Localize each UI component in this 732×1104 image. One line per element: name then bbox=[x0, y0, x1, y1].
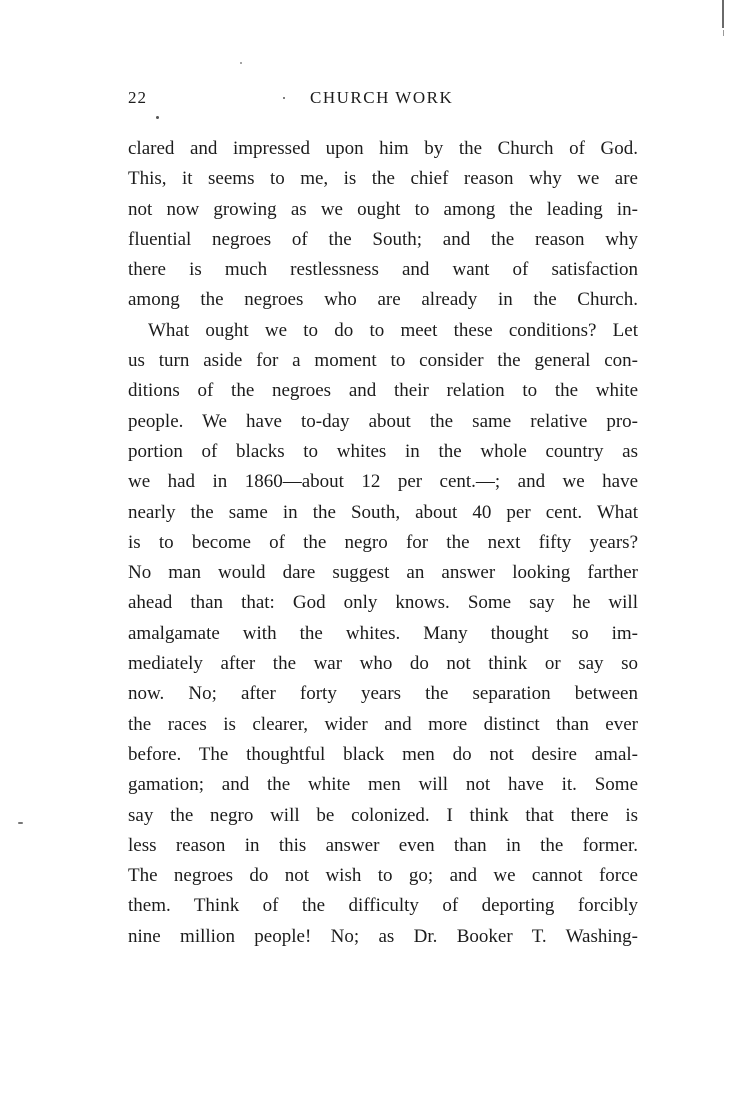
print-speck bbox=[18, 822, 23, 824]
text-line: What ought we to do to meet these conditions? Let bbox=[148, 319, 638, 341]
text-line: say the negro will be colonized. I think that there is bbox=[128, 804, 638, 826]
text-line: people. We have to-day about the same relative pro- bbox=[128, 410, 638, 432]
text-line: nearly the same in the South, about 40 per cent. What bbox=[128, 501, 638, 523]
text-line: clared and impressed upon him by the Church of God. bbox=[128, 138, 638, 159]
text-line: not now growing as we ought to among the leading in- bbox=[128, 198, 638, 220]
page-header bbox=[128, 88, 638, 112]
text-line: among the negroes who are already in the Church. bbox=[128, 289, 638, 311]
text-line: No man would dare suggest an answer looking farther bbox=[128, 562, 638, 584]
body-text bbox=[128, 134, 638, 952]
text-line: portion of blacks to whites in the whole country as bbox=[128, 440, 638, 462]
print-speck bbox=[156, 116, 159, 119]
running-head: CHURCH WORK bbox=[310, 88, 454, 107]
text-line: fluential negroes of the South; and the reason why bbox=[128, 228, 638, 250]
text-line: is to become of the negro for the next fifty years? bbox=[128, 531, 638, 553]
text-line: This, it seems to me, is the chief reason why we are bbox=[128, 168, 638, 190]
text-line: before. The thoughtful black men do not desire amal- bbox=[128, 743, 638, 765]
page-number: 22 bbox=[128, 88, 147, 107]
text-line: ahead than that: God only knows. Some say he will bbox=[128, 592, 638, 614]
text-line: there is much restlessness and want of satisfaction bbox=[128, 259, 638, 281]
text-line: the races is clearer, wider and more distinct than ever bbox=[128, 713, 638, 735]
text-line: less reason in this answer even than in the former. bbox=[128, 834, 638, 856]
text-line: us turn aside for a moment to consider the general con- bbox=[128, 350, 638, 372]
text-line: now. No; after forty years the separation between bbox=[128, 683, 638, 705]
text-line: ditions of the negroes and their relation to the white bbox=[128, 380, 638, 402]
page-edge-line bbox=[722, 0, 724, 28]
text-line: The negroes do not wish to go; and we cannot force bbox=[128, 865, 638, 887]
text-line: gamation; and the white men will not have it. Some bbox=[128, 774, 638, 796]
text-line: we had in 1860—about 12 per cent.—; and we have bbox=[128, 471, 638, 493]
print-speck bbox=[240, 62, 242, 64]
text-line: them. Think of the difficulty of deporting forcibly bbox=[128, 895, 638, 917]
text-line: amalgamate with the whites. Many thought so im- bbox=[128, 622, 638, 644]
page-edge-mark bbox=[723, 30, 724, 36]
print-speck bbox=[283, 97, 285, 99]
text-line: nine million people! No; as Dr. Booker T. Washing- bbox=[128, 925, 638, 947]
text-line: mediately after the war who do not think or say so bbox=[128, 653, 638, 675]
